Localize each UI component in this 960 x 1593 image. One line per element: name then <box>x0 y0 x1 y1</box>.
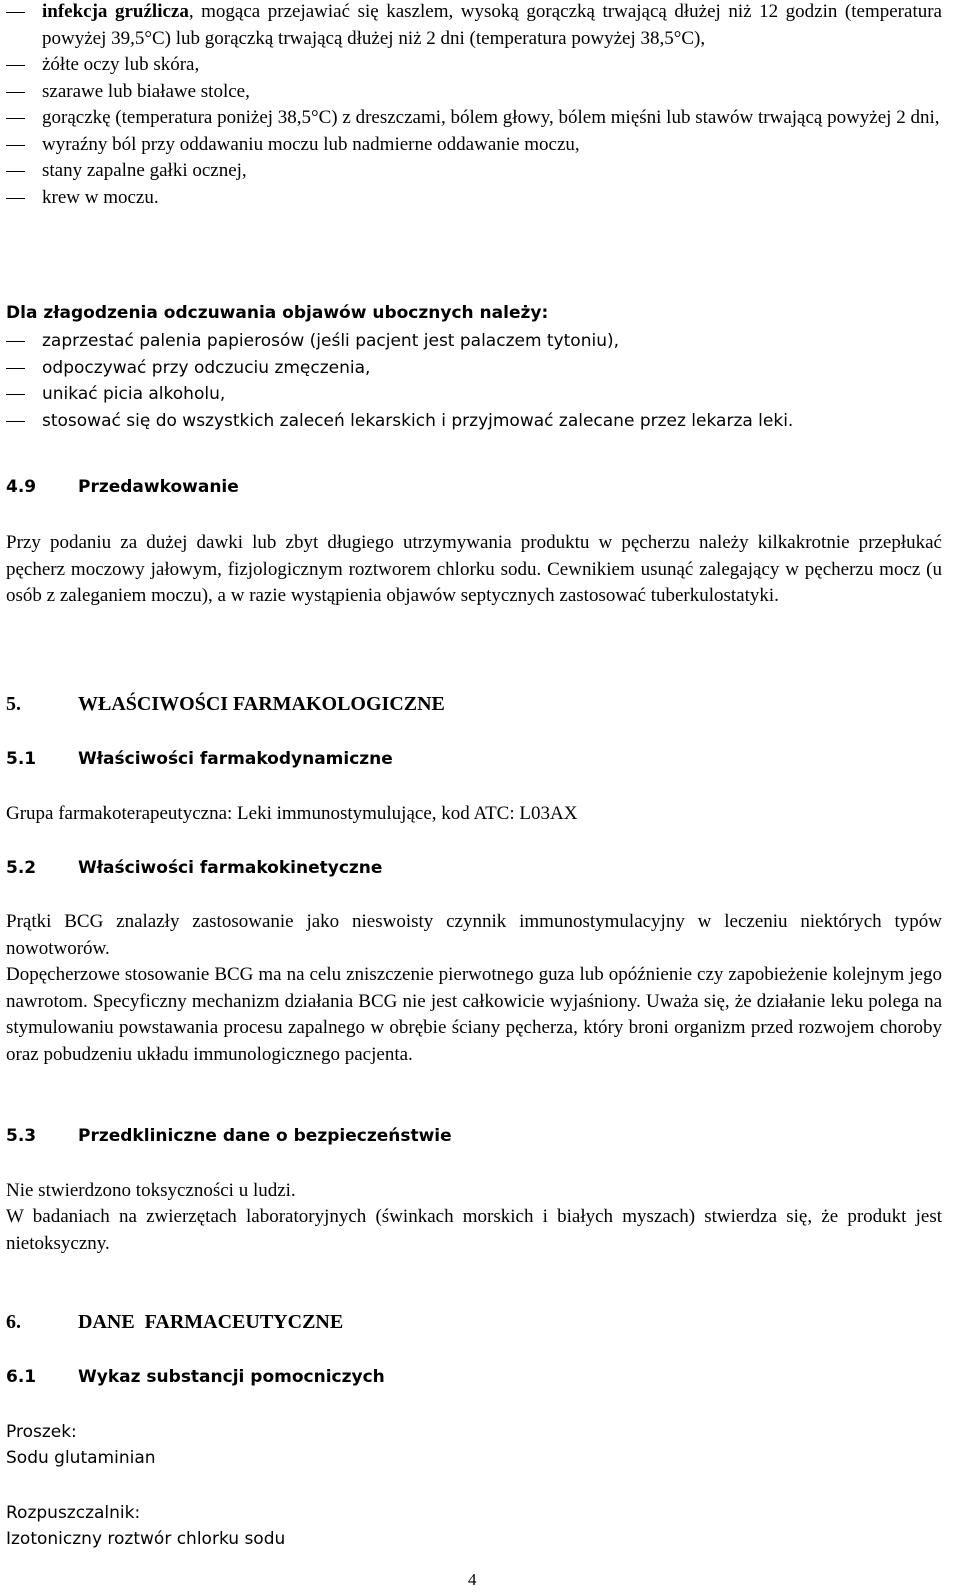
page-number: 4 <box>468 1570 477 1589</box>
mitigation-heading: Dla złagodzenia odczuwania objawów ubocznych należy: <box>6 303 549 323</box>
solvent-label: Rozpuszczalnik: <box>6 1503 141 1523</box>
preclinical-paragraph-2: W badaniach na zwierzętach laboratoryjnych (świnkach morskich i białych myszach) stwierdza się, że produkt jest nietoksyczny. <box>6 1206 942 1254</box>
list-item: odpoczywać przy odczuciu zmęczenia, <box>42 357 371 378</box>
section-5-1-heading: 5.1 Właściwości farmakodynamiczne <box>6 749 393 769</box>
list-item: infekcja gruźlicza, mogąca przejawiać się kaszlem, wysoką gorączką trwającą dłużej niż 12 godzin (temperatura powyżej 39,5°C) lub gorączką trwającą dłużej niż 2 dni (temperatura powyżej 38,5°C), <box>42 1 942 49</box>
pharmacokinetics-paragraph-2: Dopęcherzowe stosowanie BCG ma na celu zniszczenie pierwotnego guza lub opóźnienie czy zapobieżenie kolejnym jego nawrotom. Specyficzny mechanizm działania BCG nie jest całkowicie wyjaśniony. Uważa się, że działanie leku polega na stymulowaniu powstawania procesu zapalnego w obrębie ściany pęcherza, który broni organizm przed rozwojem choroby oraz pobudzeniu układu immunologicznego pacjenta. <box>6 964 942 1065</box>
preclinical-paragraph-1: Nie stwierdzono toksyczności u ludzi. <box>6 1180 296 1201</box>
list-item: krew w moczu. <box>42 186 159 208</box>
section-4-9-heading: 4.9 Przedawkowanie <box>6 477 239 497</box>
list-item: unikać picia alkoholu, <box>42 384 226 404</box>
section-5-2-heading: 5.2 Właściwości farmakokinetyczne <box>6 858 383 878</box>
overdose-paragraph: Przy podaniu za dużej dawki lub zbyt długiego utrzymywania produktu w pęcherzu należy kilkakrotnie przepłukać pęcherz moczowy jałowym, fizjologicznym roztworem chlorku sodu. Cewnikiem usunąć zalegający w pęcherzu mocz (u osób z zaleganiem moczu), a w razie wystąpienia objawów septycznych zastosować tuberkulostatyki. <box>6 532 942 606</box>
list-item: gorączkę (temperatura poniżej 38,5°C) z dreszczami, bólem głowy, bólem mięśni lub stawów trwającą powyżej 2 dni, <box>42 107 940 128</box>
list-item: stosować się do wszystkich zaleceń lekarskich i przyjmować zalecane przez lekarza leki. <box>42 410 794 431</box>
section-5-heading: 5. WŁAŚCIWOŚCI FARMAKOLOGICZNE <box>6 693 445 715</box>
section-5-3-heading: 5.3 Przedkliniczne dane o bezpieczeństwie <box>6 1126 452 1146</box>
powder-label: Proszek: <box>6 1422 77 1442</box>
section-6-heading: 6. DANE FARMACEUTYCZNE <box>6 1311 344 1333</box>
adverse-effects-list <box>6 0 942 211</box>
list-item: zaprzestać palenia papierosów (jeśli pacjent jest palaczem tytoniu), <box>42 331 620 351</box>
powder-value: Sodu glutaminian <box>6 1448 156 1468</box>
list-item: stany zapalne gałki ocznej, <box>42 160 247 181</box>
pharmacokinetics-paragraph-1: Prątki BCG znalazły zastosowanie jako nieswoisty czynnik immunostymulacyjny w leczeniu niektórych typów nowotworów. <box>6 911 942 959</box>
mitigation-list <box>6 328 942 434</box>
section-6-1-heading: 6.1 Wykaz substancji pomocniczych <box>6 1367 385 1387</box>
list-item: szarawe lub białawe stolce, <box>42 80 250 102</box>
list-item: żółte oczy lub skóra, <box>42 54 200 75</box>
solvent-value: Izotoniczny roztwór chlorku sodu <box>6 1529 286 1549</box>
list-item: wyraźny ból przy oddawaniu moczu lub nadmierne oddawanie moczu, <box>42 133 580 155</box>
pharmacotherapeutic-group: Grupa farmakoterapeutyczna: Leki immunostymulujące, kod ATC: L03AX <box>6 803 578 824</box>
